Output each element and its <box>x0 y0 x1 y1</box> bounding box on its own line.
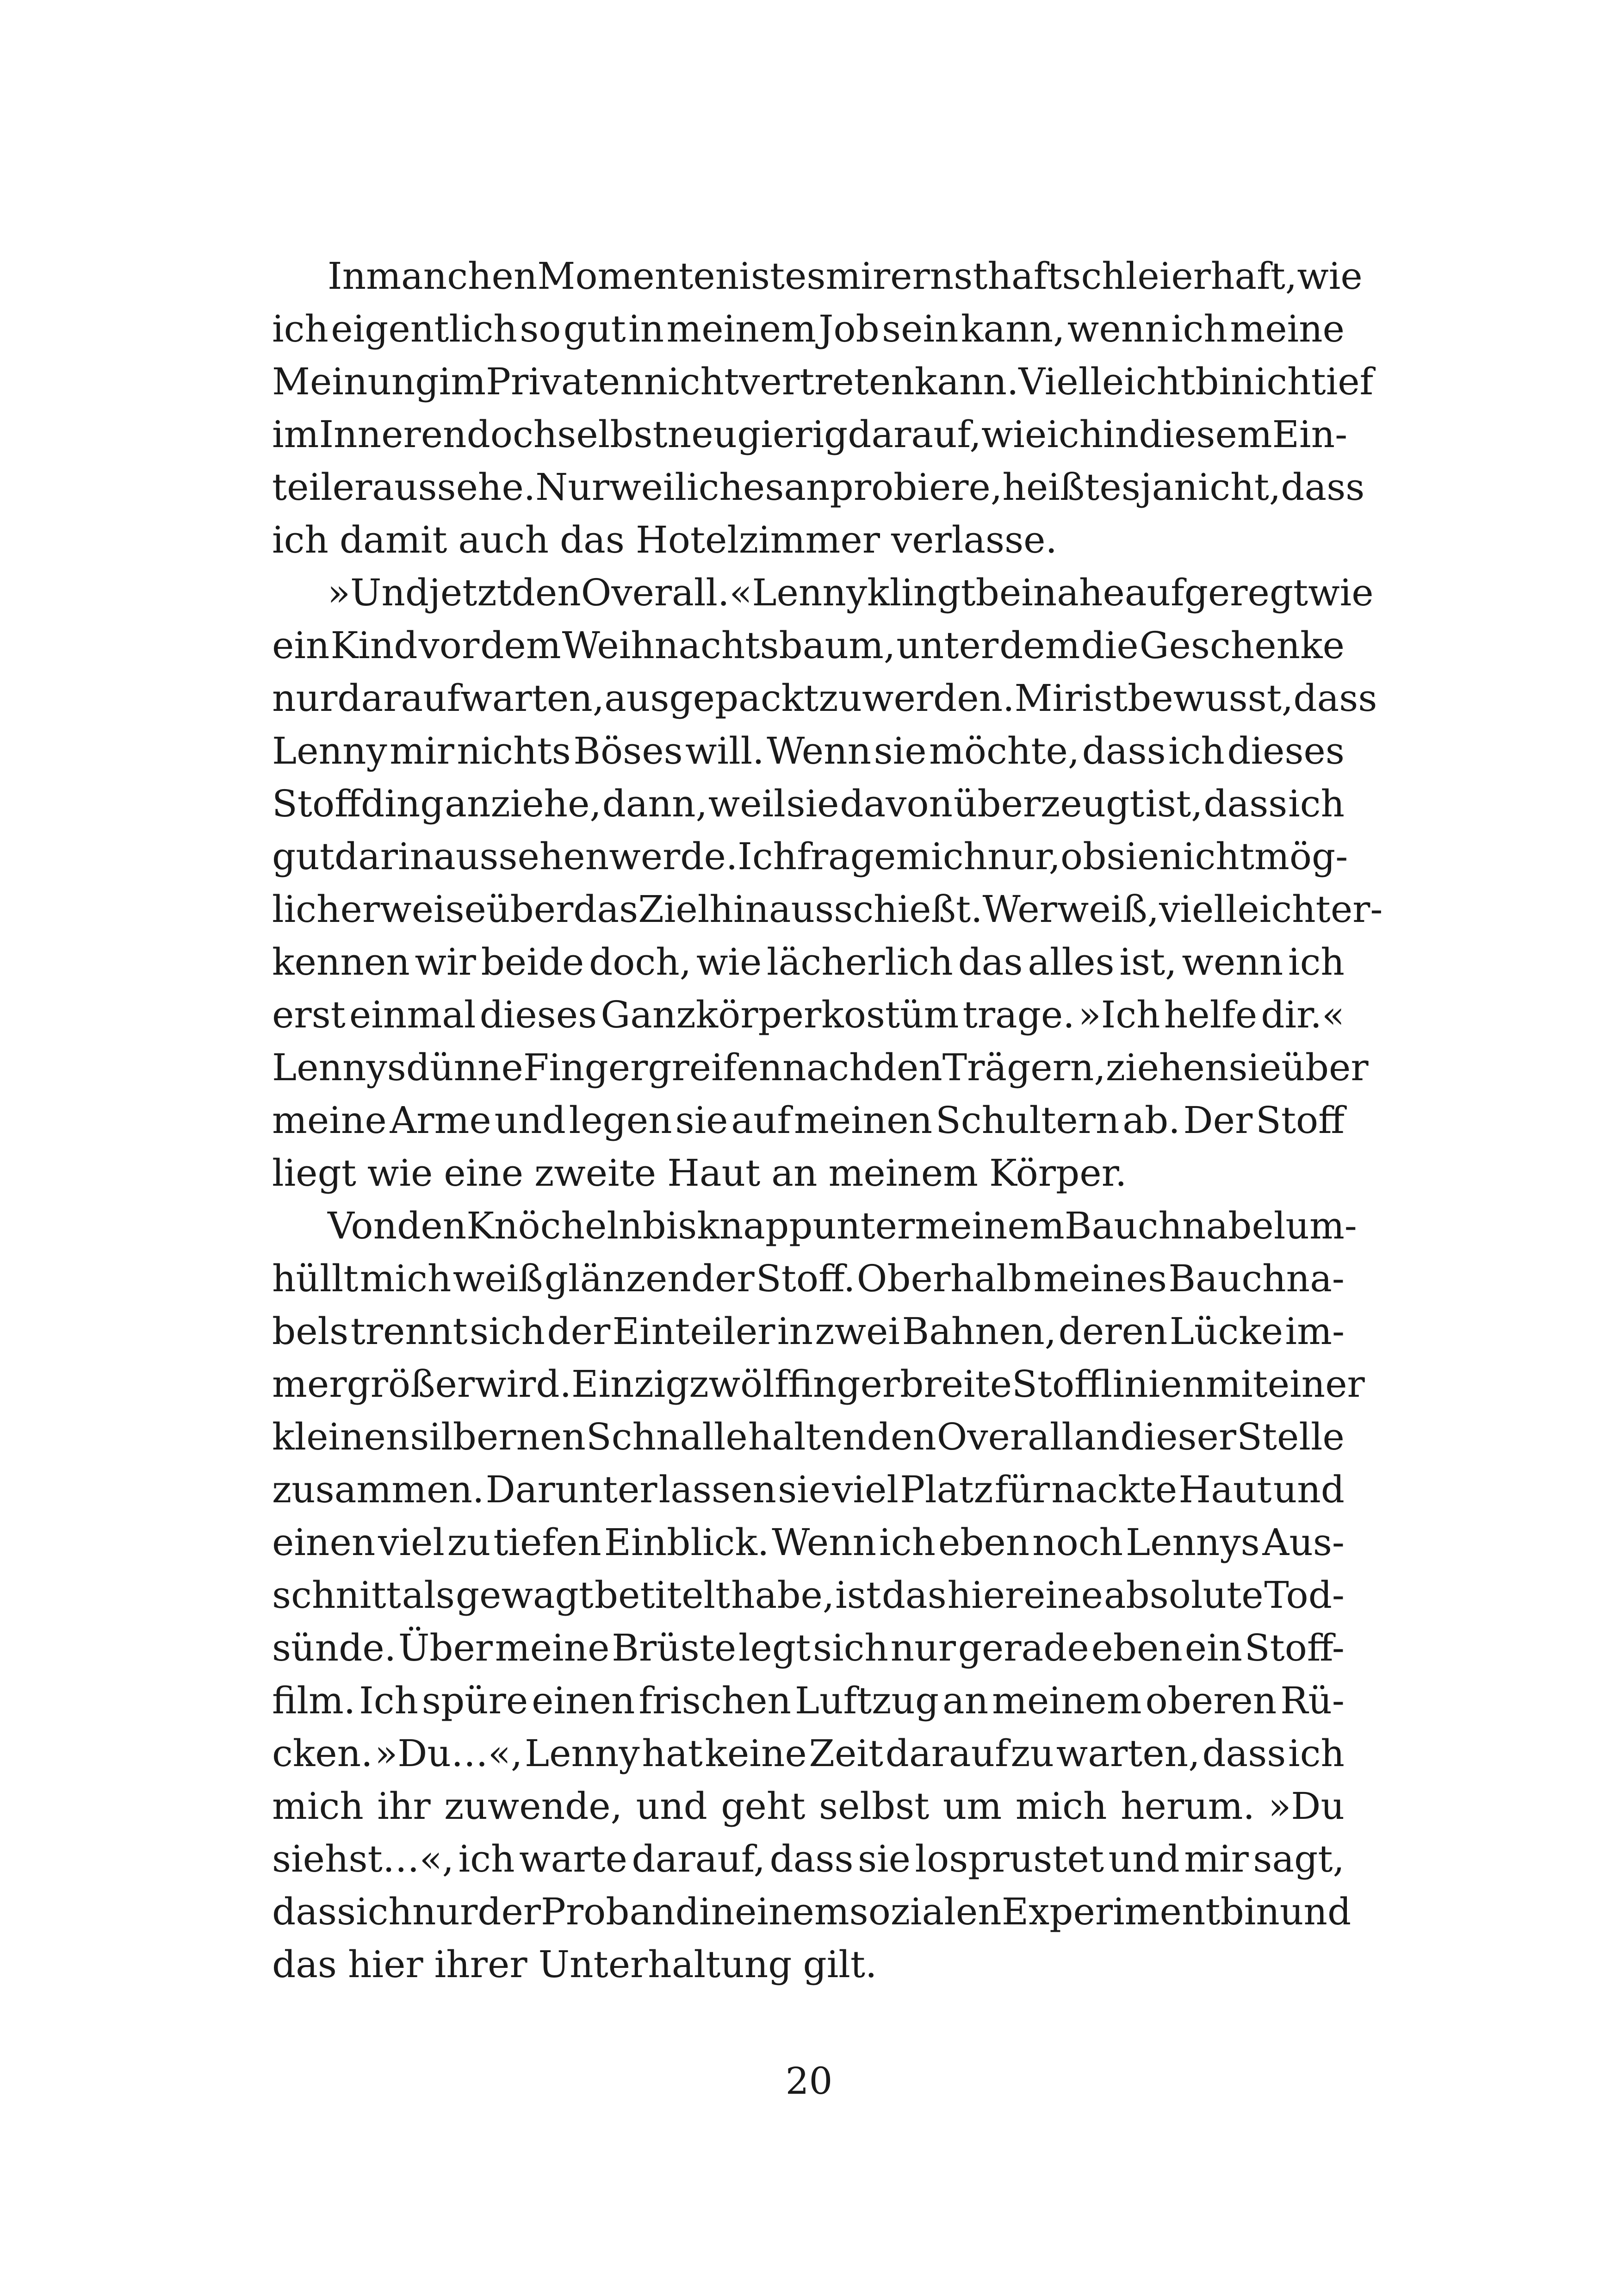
text-line: teiler aussehe. Nur weil ich es anprobiere, heißt es ja nicht, dass <box>272 466 1365 509</box>
text-line: hüllt mich weiß glänzender Stoff. Oberhalb meines Bauchna- <box>272 1257 1345 1300</box>
text-line: gut darin aussehen werde. Ich frage mich nur, ob sie nicht mög- <box>272 835 1348 878</box>
text-line: Meinung im Privaten nicht vertreten kann. Vielleicht bin ich tief <box>272 360 1374 403</box>
text-line: In manchen Momenten ist es mir ernsthaft schleierhaft, wie <box>328 255 1363 298</box>
text-line: cken. »Du…«, Lenny hat keine Zeit darauf zu warten, dass ich <box>272 1732 1345 1775</box>
text-line: Lennys dünne Finger greifen nach den Trägern, ziehen sie über <box>272 1046 1369 1089</box>
text-line: mer größer wird. Einzig zwölf fingerbreite Stofflinien mit einer <box>272 1363 1365 1406</box>
text-line: erst einmal dieses Ganzkörperkostüm trage. »Ich helfe dir.« <box>272 993 1345 1036</box>
text-line: schnitt als gewagt betitelt habe, ist das hier eine absolute Tod- <box>272 1574 1345 1617</box>
text-line: kleinen silbernen Schnalle halten den Overall an dieser Stelle <box>272 1415 1345 1458</box>
body-text <box>272 250 1383 1991</box>
text-line: zusammen. Darunter lassen sie viel Platz für nackte Haut und <box>272 1468 1345 1511</box>
text-line: kennen wir beide doch, wie lächerlich das alles ist, wenn ich <box>272 940 1345 983</box>
text-line: Lenny mir nichts Böses will. Wenn sie möchte, dass ich dieses <box>272 729 1345 772</box>
text-line: liegt wie eine zweite Haut an meinem Körper. <box>272 1151 1127 1195</box>
text-line: Von den Knöcheln bis knapp unter meinem Bauchnabel um- <box>328 1204 1357 1247</box>
text-line: licherweise über das Ziel hinausschießt. Wer weiß, vielleicht er- <box>272 888 1383 931</box>
text-line: sünde. Über meine Brüste legt sich nur gerade eben ein Stoff- <box>272 1626 1345 1669</box>
text-line: mich ihr zuwende, und geht selbst um mich herum. »Du <box>272 1785 1345 1828</box>
text-line: »Und jetzt den Overall.« Lenny klingt beinahe aufgeregt wie <box>328 571 1374 614</box>
text-line: bels trennt sich der Einteiler in zwei Bahnen, deren Lücke im- <box>272 1310 1345 1353</box>
text-line: ich eigentlich so gut in meinem Job sein kann, wenn ich meine <box>272 307 1345 350</box>
page-number: 20 <box>785 2060 833 2103</box>
text-line: im Inneren doch selbst neugierig darauf, wie ich in diesem Ein- <box>272 413 1348 456</box>
text-line: ich damit auch das Hotelzimmer verlasse. <box>272 518 1057 561</box>
text-line: nur darauf warten, ausgepackt zu werden. Mir ist bewusst, dass <box>272 677 1377 720</box>
text-line: das hier ihrer Unterhaltung gilt. <box>272 1943 877 1986</box>
text-line: ein Kind vor dem Weihnachtsbaum, unter dem die Geschenke <box>272 624 1345 667</box>
text-line: dass ich nur der Proband in einem sozialen Experiment bin und <box>272 1890 1351 1933</box>
text-line: film. Ich spüre einen frischen Luftzug an meinem oberen Rü- <box>272 1679 1345 1722</box>
text-line: einen viel zu tiefen Einblick. Wenn ich eben noch Lennys Aus- <box>272 1521 1345 1564</box>
text-line: meine Arme und legen sie auf meinen Schultern ab. Der Stoff <box>272 1099 1345 1142</box>
text-line: siehst…«, ich warte darauf, dass sie losprustet und mir sagt, <box>272 1837 1345 1880</box>
text-line: Stoffding anziehe, dann, weil sie davon überzeugt ist, dass ich <box>272 782 1345 825</box>
